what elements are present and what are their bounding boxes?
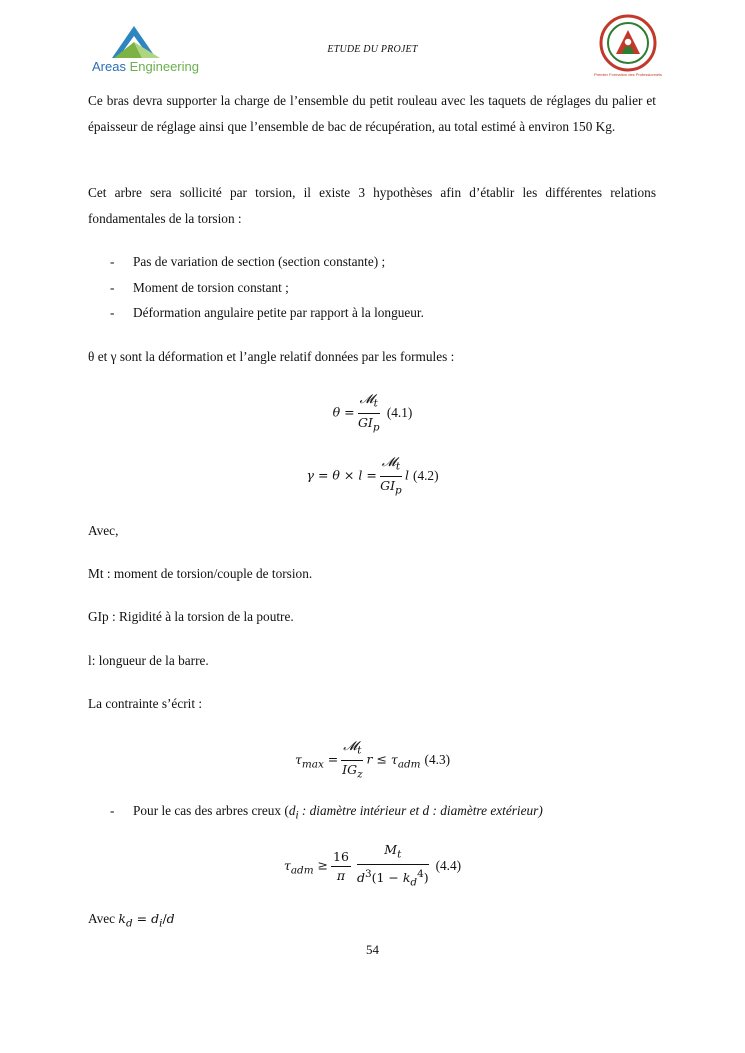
- page-number: 54: [366, 942, 379, 957]
- triangle-logo-icon: [90, 22, 210, 62]
- list-item-text: Déformation angulaire petite par rapport à la longueur.: [133, 305, 424, 320]
- paragraph-avec: Avec,: [88, 523, 119, 538]
- list-item: - Moment de torsion constant ;: [110, 279, 289, 295]
- equation-4-4: $\tau_{adm}$ ≥ $\frac{16}{\pi}$ $\frac{M_t}{d^3(1 - k_d^4)}$ (4.4): [283, 842, 462, 889]
- equation-tag: (4.2): [413, 467, 439, 483]
- paragraph-contrainte: La contrainte s’écrit :: [88, 696, 203, 711]
- paragraph-torsion-hypotheses: Cet arbre sera sollicité par torsion, il existe 3 hypothèses afin d’établir les différentes relations fondamentales de la torsion :: [88, 185, 656, 226]
- paragraph-formulas-intro: θ et γ sont la déformation et l’angle relatif données par les formules :: [88, 349, 455, 364]
- equation-4-2: γ = θ × l = $\frac{𝓜_t}{GI_p}$ l (4.2): [306, 454, 439, 496]
- paragraph-load: Ce bras devra supporter la charge de l’ensemble du petit rouleau avec les taquets de réglages du palier et épaisseur de réglage ainsi que l’ensemble de bac de récupération, au total estimé à environ 150 Kg.: [88, 93, 656, 134]
- list-item-text: Pas de variation de section (section constante) ;: [133, 254, 386, 269]
- equation-tag: (4.3): [424, 751, 451, 767]
- list-item-rest: : diamètre intérieur et d : diamètre extérieur): [298, 803, 543, 818]
- equation-tag: (4.1): [386, 404, 413, 420]
- header-title: ETUDE DU PROJET: [327, 44, 418, 55]
- di-symbol: d: [288, 803, 296, 818]
- equation-4-3: $\tau_{max}$ = $\frac{𝓜_t}{IG_z}$ $r \le \tau_{adm}$ (4.3): [294, 738, 451, 780]
- hypotheses-list: [110, 249, 650, 326]
- list-item: - Pas de variation de section (section constante) ;: [110, 254, 386, 269]
- definition-l: l: longueur de la barre.: [88, 653, 209, 668]
- list-item: - Pour le cas des arbres creux ($d_i$ : diamètre intérieur et d : diamètre extérieur): [110, 803, 543, 822]
- definition-mt: Mt : moment de torsion/couple de torsion.: [88, 566, 313, 581]
- di-subscript: i: [295, 809, 299, 822]
- equation-4-1: θ = $\frac{𝓜_t}{GI_p}$ (4.1): [332, 391, 413, 433]
- avec-kd-label: Avec: [88, 911, 116, 926]
- logo-word-engineering: Engineering: [129, 59, 199, 74]
- paragraph-avec-kd: Avec $k_d = d_i/d$: [88, 911, 175, 930]
- logo-wordmark: [92, 59, 199, 74]
- logo-word-areas: Areas: [92, 59, 126, 74]
- seal-caption: Premier Formation des Professionnels: [593, 72, 663, 77]
- list-item: - Déformation angulaire petite par rapport à la longueur.: [110, 305, 424, 320]
- hollow-shaft-list: [110, 798, 650, 829]
- institution-seal-logo: [593, 14, 663, 80]
- list-item-text: Pour le cas des arbres creux (: [133, 803, 289, 818]
- definition-gip: GIp : Rigidité à la torsion de la poutre.: [88, 609, 294, 624]
- gear-seal-icon: [596, 14, 660, 72]
- equation-tag: (4.4): [435, 857, 462, 873]
- list-item-text: Moment de torsion constant ;: [133, 279, 289, 295]
